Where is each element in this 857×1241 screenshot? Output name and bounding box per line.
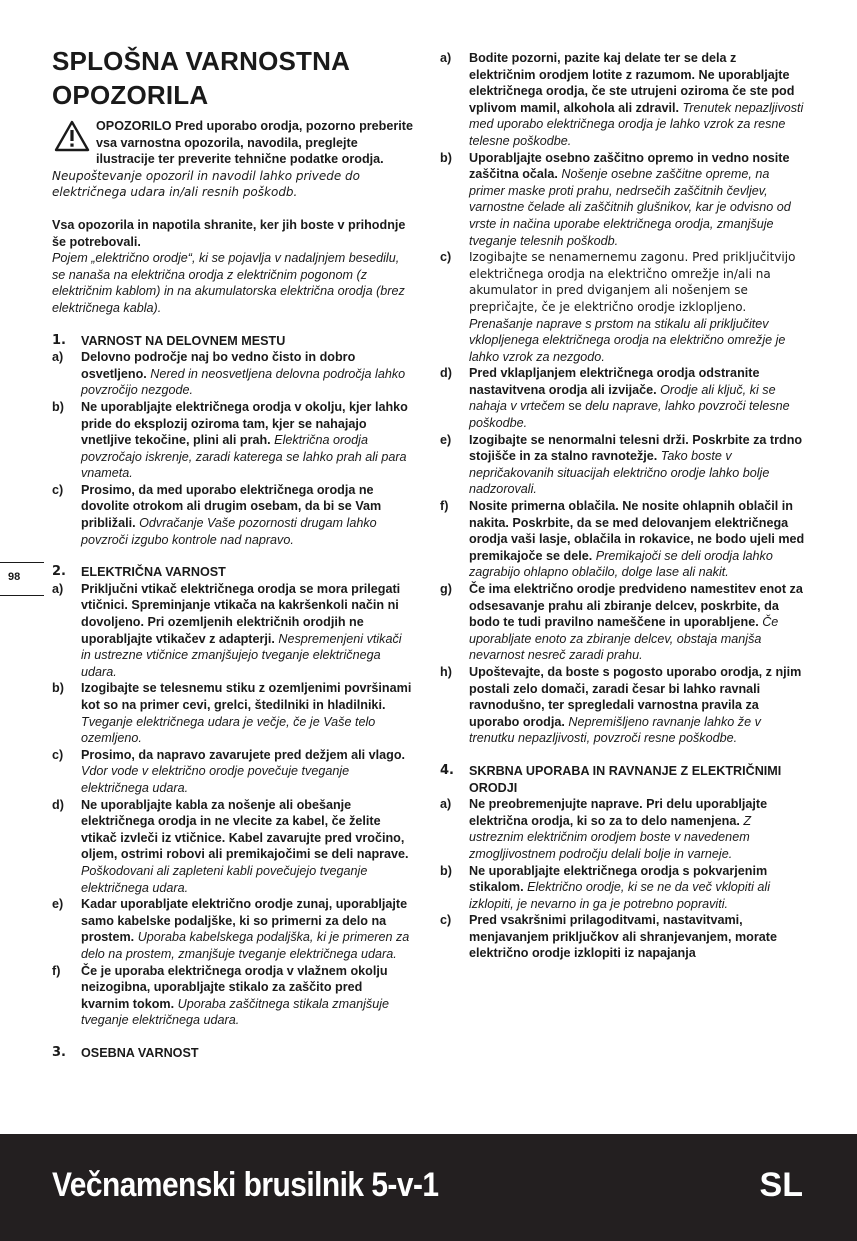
item-italic: Orodje ali ključ, ki se nahaja v vrtečem: [469, 382, 776, 414]
warning-text: OPOZORILO Pred uporabo orodja, pozorno preberite vsa varnostna opozorila, navodila, preglejte ilustracije ter preverite tehnične podatke orodja.: [96, 119, 413, 167]
item-italic: Nepremišljeno ravnanje lahko že v trenutku nepazljivosti, povzroči resne poškodbe.: [469, 714, 761, 746]
item-letter: a): [440, 797, 452, 812]
item-italic: Vdor vode v električno orodje povečuje tveganje električnega udara.: [81, 764, 350, 795]
page-number-tab: [0, 562, 44, 596]
section-2-heading: [52, 564, 414, 581]
item-italic: Če uporabljate enoto za zbiranje delcev, obstaja manjša nevarnost nesreč zaradi prahu.: [469, 615, 779, 663]
item-letter: b): [52, 399, 64, 414]
item-italic: Trenutek nepazljivosti med uporabo električnega orodja je lahko vzrok za resne telesne poškodbe.: [469, 100, 804, 148]
item-italic: Odvračanje Vaše pozornosti drugam lahko povzroči izgubo kontrole nad napravo.: [81, 516, 377, 547]
item-bold: Ne uporabljajte kabla za nošenje ali obešanje električnega orodja in ne vlecite za kabel, če želite vtikač izvleči iz vtičnice. Kabel zavarujte pred vročino, oljem, ostrimi robovi ali premikajočimi se deli naprave.: [81, 797, 409, 862]
list-item: [440, 912, 806, 962]
list-item: [440, 432, 806, 498]
item-bold: Izogibajte se nenormalni telesni drži. Poskrbite za trdno stojišče in za stalno ravnotežje.: [469, 432, 803, 464]
item-bold: Ne uporabljajte električnega orodja v okolju, kjer lahko pride do eksplozij oziroma tam, kjer se nahajajo vnetljive tekočine, plini ali prah.: [81, 399, 408, 448]
item-italic: Premikajoči se deli orodja lahko zagrabijo ohlapno oblačilo, dolge lase ali nakit.: [469, 548, 773, 580]
item-bold: Če je uporaba električnega orodja v vlažnem okolju neizogibna, uporabljajte stikalo za zaščito pred kvarnim tokom.: [81, 963, 388, 1011]
section-title: SKRBNA UPORABA IN RAVNANJE Z ELEKTRIČNIMI ORODJI: [469, 763, 782, 795]
list-item: [52, 747, 414, 797]
section-title: OSEBNA VARNOST: [81, 1045, 199, 1060]
list-item: [440, 365, 806, 431]
item-italic: Električna orodja povzročajo iskrenje, zaradi katerega se lahko prah ali para vnameta.: [81, 433, 407, 481]
item-letter: d): [440, 366, 452, 381]
item-bold: Ne uporabljajte električnega orodja s pokvarjenim stikalom.: [469, 863, 768, 895]
item-letter: b): [52, 681, 64, 696]
item-letter: h): [440, 664, 452, 679]
item-letter: e): [52, 897, 64, 912]
item-plain: se: [568, 399, 582, 414]
page-title: [52, 44, 414, 112]
list-item: [52, 399, 414, 482]
item-letter: c): [440, 250, 452, 265]
list-item: [52, 581, 414, 681]
item-letter: e): [440, 432, 452, 447]
list-item: [52, 797, 414, 897]
list-item: [440, 249, 806, 365]
section-number: 4.: [440, 762, 454, 778]
page-number-rule-bottom: [0, 595, 44, 596]
item-italic: Nošenje osebne zaščitne opreme, na primer maske proti prahu, nedrsečih zaščitnih čevljev, varnostne čelade ali zaščitnih glušnikov, kar je odvisno od vrste in načina uporabe električnega orodja, zmanjšuje tveganje telesnih poškodb.: [469, 167, 791, 248]
item-bold: Pred vsakršnimi prilagoditvami, nastavitvami, menjavanjem priključkov ali shranjevanjem, morate električno orodje izklopiti iz napajanja: [469, 913, 777, 961]
item-letter: b): [440, 150, 452, 165]
section-title: ELEKTRIČNA VARNOST: [81, 565, 226, 580]
item-bold: Kadar uporabljate električno orodje zunaj, uporabljajte samo kabelske podaljške, ki so primerni za delo na prostem.: [81, 897, 408, 945]
product-title: Večnamenski brusilnik 5-v-1: [52, 1166, 439, 1204]
item-bold: Prosimo, da napravo zavarujete pred dežjem ali vlago.: [81, 747, 406, 762]
page-number-rule-top: [0, 562, 44, 563]
item-bold: Če ima električno orodje predvideno namestitev enot za odsesavanje prahu ali zbiranje delcev, poskrbite, da bodo te tudi pravilno nameščene in uporabljene.: [469, 582, 803, 630]
item-italic: Prenašanje naprave s prstom na stikalu ali priključitev vklopljenega električnega orodja na električno omrežje je lahko vzrok za nezgodo.: [469, 316, 786, 364]
item-letter: g): [440, 582, 452, 596]
item-italic: Uporaba zaščitnega stikala zmanjšuje tveganje električnega udara.: [81, 996, 390, 1028]
item-letter: f): [440, 499, 449, 514]
page-number: 98: [8, 571, 21, 583]
item-bold: Pred vklapljanjem električnega orodja odstranite nastavitvena orodja ali izvijače.: [469, 366, 760, 397]
page-title-line2: OPOZORILA: [52, 80, 209, 110]
left-column: [52, 44, 414, 1061]
warning-block: [52, 118, 414, 201]
item-letter: c): [440, 913, 452, 928]
section-1-heading: [52, 333, 414, 350]
item-bold: Bodite pozorni, pazite kaj delate ter se dela z električnim orodjem lotite z razumom. Ne uporabljajte električnega orodja, če ste utrujeni oziroma če ste pod vplivom mamil, alkohola ali zdravil.: [469, 51, 795, 115]
item-italic: Tveganje električnega udara je večje, če je Vaše telo ozemljeno.: [81, 714, 376, 746]
item-italic: Z ustreznim električnim orodjem boste v navedenem zmogljivostnem področju delali bolje in varneje.: [469, 813, 752, 861]
list-item: [440, 796, 806, 862]
item-letter: a): [52, 581, 64, 596]
item-letter: a): [52, 350, 64, 365]
list-item: [440, 863, 806, 913]
list-item: [440, 150, 806, 250]
list-item: [440, 498, 806, 581]
list-item: [440, 664, 806, 747]
item-bold: Upoštevajte, da boste s pogosto uporabo orodja, z njim postali zelo domači, zaradi česar bi lahko ravnali ravnodušno, ter spregledali varnostna pravila za uporabo orodja.: [469, 664, 802, 729]
list-item: [440, 581, 806, 664]
section-3-heading: [52, 1045, 414, 1062]
item-italic: delu naprave, lahko povzroči telesne poškodbe.: [469, 399, 790, 431]
language-code: SL: [759, 1166, 803, 1204]
footer-bar: [0, 1134, 857, 1241]
list-item: [52, 349, 414, 399]
item-italic: Nered in neosvetljena delovna področja lahko povzročijo nezgode.: [81, 366, 406, 398]
item-italic: Tako boste v nepričakovanih situacijah električno orodje lahko bolje nadzorovali.: [469, 449, 770, 497]
item-plain: Izogibajte se nenamernemu zagonu. Pred priključitvijo električnega orodja na električno omrežje in/ali na akumulator in pred dviganjem ali nošenjem se prepričajte, če je električno orodje izklopljeno.: [469, 250, 796, 314]
list-item: [52, 896, 414, 962]
item-bold: Uporabljajte osebno zaščitno opremo in vedno nosite zaščitna očala.: [469, 150, 790, 182]
item-bold: Izogibajte se telesnemu stiku z ozemljenimi površinami kot so na primer cevi, grelci, štedilniki in hladilniki.: [81, 681, 412, 712]
item-italic: Uporaba kabelskega podaljška, ki je primeren za delo na prostem, zmanjšuje tveganje električnega udara.: [81, 930, 410, 961]
item-bold: Prosimo, da med uporabo električnega orodja ne dovolite otrokom ali drugim osebam, da bi se Vam približali.: [81, 482, 382, 531]
warning-consequence: Neupoštevanje opozoril in navodil lahko privede do električnega udara in/ali resnih poškodb.: [52, 168, 361, 200]
keep-notice: [52, 217, 414, 317]
item-letter: f): [52, 963, 61, 978]
definition-text: Pojem „električno orodje“, ki se pojavlja v nadaljnjem besedilu, se nanaša na električna orodja z električnim pogonom (z električnim kablom) in na akumulatorska električna orodja (brez električnega kabla).: [52, 251, 405, 315]
section-number: 3.: [52, 1044, 66, 1060]
section-number: 1.: [52, 332, 66, 348]
keep-notice-text: Vsa opozorila in napotila shranite, ker jih boste v prihodnje še potrebovali.: [52, 217, 406, 249]
page-title-line1: SPLOŠNA VARNOSTNA: [52, 46, 351, 76]
section-number: 2.: [52, 564, 66, 580]
list-item: [440, 50, 806, 150]
list-item: [52, 963, 414, 1029]
item-italic: Nespremenjeni vtikači in ustrezne vtičnice zmanjšujejo tveganje električnega udara.: [81, 631, 402, 679]
item-bold: Ne preobremenjujte naprave. Pri delu uporabljajte električna orodja, ki so za to delo namenjena.: [469, 797, 768, 828]
list-item: [52, 680, 414, 746]
section-4-heading: [440, 763, 806, 796]
item-letter: a): [440, 51, 452, 65]
item-letter: b): [440, 863, 452, 878]
item-letter: c): [52, 747, 64, 762]
item-bold: Nosite primerna oblačila. Ne nosite ohlapnih oblačil in nakita. Poskrbite, da se med delovanjem električnega orodja vaši lasje, oblačila in rokavice, ne bodo ujeli med premikajoče se dele.: [469, 499, 805, 563]
list-item: [52, 482, 414, 548]
section-title: VARNOST NA DELOVNEM MESTU: [81, 333, 286, 348]
item-italic: Poškodovani ali zapleteni kabli povečujejo tveganje električnega udara.: [81, 863, 368, 895]
item-bold: Delovno področje naj bo vedno čisto in dobro osvetljeno.: [81, 350, 356, 381]
item-bold: Priključni vtikač električnega orodja se mora prilegati vtičnici. Spreminjanje vtikača na kakršenkoli način ni dovoljeno. Pri ozemljenih električnih orodjih ne uporabljajte vtikačev z adapterji.: [81, 581, 401, 646]
right-column: [440, 50, 806, 962]
item-letter: c): [52, 482, 64, 497]
warning-triangle-icon: [54, 120, 90, 152]
item-letter: d): [52, 797, 64, 812]
item-italic: Električno orodje, ki se ne da več vklopiti ali izklopiti, je nevarno in ga je potrebno popraviti.: [469, 880, 770, 911]
